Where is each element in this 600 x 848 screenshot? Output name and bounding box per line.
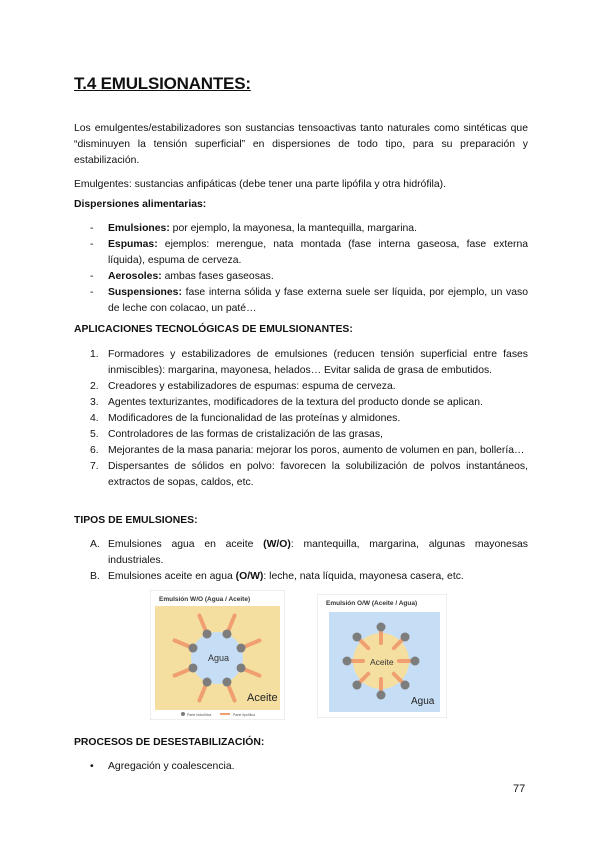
legend-hydrophilic: Parte hidrofílica: [187, 713, 212, 717]
page-title: T.4 EMULSIONANTES:: [74, 74, 251, 93]
dispersiones-heading: Dispersiones alimentarias:: [74, 199, 207, 210]
list-item: 6. Mejorantes de la masa panaria: mejorar los poros, aumento de volumen en pan, bollería…: [90, 445, 525, 456]
list-item: 7. Dispersantes de sólidos en polvo: favorecen la solubilización de polvos instantáneos, extractos de sopas, caldos, etc.: [90, 461, 528, 488]
aplicaciones-heading: APLICACIONES TECNOLÓGICAS DE EMULSIONANTES:: [74, 324, 353, 335]
surfactant-head: [352, 632, 361, 641]
outer-phase-label: Aceite: [247, 692, 278, 704]
tipos-heading: TIPOS DE EMULSIONES:: [74, 515, 198, 526]
surfactant-head: [237, 644, 246, 653]
list-item: 2. Creadores y estabilizadores de espumas: espuma de cerveza.: [90, 381, 396, 392]
list-item: A. Emulsiones agua en aceite (W/O): mantequilla, margarina, algunas mayonesas industriales.: [90, 539, 528, 566]
surfactant-head: [222, 678, 231, 687]
inner-phase-label: Aceite: [370, 657, 394, 667]
surfactant-head: [188, 644, 197, 653]
dispersiones-list: [74, 221, 528, 317]
surfactant-head: [401, 681, 410, 690]
list-item: - Suspensiones: fase interna sólida y fase externa suele ser líquida, por ejemplo, un vaso de leche con colacao, un paté…: [90, 287, 528, 314]
surfactant-head: [377, 623, 386, 632]
legend-tail-swatch: [220, 713, 230, 715]
list-item: 5. Controladores de las formas de cristalización de las grasas,: [90, 429, 383, 440]
procesos-heading: PROCESOS DE DESESTABILIZACIÓN:: [74, 737, 265, 748]
wo-emulsion-diagram: [150, 590, 285, 720]
surfactant-head: [411, 657, 420, 666]
surfactant-head: [203, 629, 212, 638]
inner-phase-label: Agua: [208, 653, 230, 663]
surfactant-head: [377, 691, 386, 700]
figure-title: Emulsión O/W (Aceite / Agua): [326, 600, 418, 607]
surfactant-head: [237, 663, 246, 672]
list-item: - Espumas: ejemplos: merengue, nata montada (fase interna gaseosa, fase externa líquida), espuma de cerveza.: [90, 239, 528, 266]
figure-title: Emulsión W/O (Agua / Aceite): [159, 596, 251, 603]
surfactant-head: [343, 657, 352, 666]
surfactant-head: [203, 678, 212, 687]
list-item: B. Emulsiones aceite en agua (O/W): leche, nata líquida, mayonesa casera, etc.: [90, 571, 464, 582]
aplicaciones-list: [74, 347, 528, 491]
list-item: 1. Formadores y estabilizadores de emulsiones (reducen tensión superficial entre fases inmiscibles): margarina, mayonesa, helados… Evitar salida de grasa de embutidos.: [90, 349, 528, 376]
procesos-list: [74, 759, 528, 775]
ow-emulsion-diagram: [317, 594, 447, 718]
tipos-list: [74, 537, 528, 585]
list-item: - Aerosoles: ambas fases gaseosas.: [90, 271, 274, 282]
list-item: 4. Modificadores de la funcionalidad de las proteínas y almidones.: [90, 413, 401, 424]
list-item: - Emulsiones: por ejemplo, la mayonesa, la mantequilla, margarina.: [90, 223, 417, 234]
list-item: • Agregación y coalescencia.: [90, 761, 235, 772]
list-item: 3. Agentes texturizantes, modificadores de la textura del producto donde se aplican.: [90, 397, 483, 408]
surfactant-head: [188, 663, 197, 672]
outer-phase-label: Agua: [411, 696, 435, 707]
page-number: 77: [513, 783, 526, 795]
intro-paragraph: Los emulgentes/estabilizadores son sustancias tensoactivas tanto naturales como sintéticas que “disminuyen la tensión superficial” en dispersiones de todo tipo, para su preparación y estabilización.: [74, 123, 528, 166]
legend-head-swatch: [181, 712, 185, 716]
emulgentes-paragraph: Emulgentes: sustancias anfipáticas (debe tener una parte lipófila y otra hidrófila).: [74, 179, 446, 190]
surfactant-head: [352, 681, 361, 690]
surfactant-head: [222, 629, 231, 638]
legend-lipophilic: Parte lipofílica: [233, 713, 255, 717]
surfactant-head: [401, 632, 410, 641]
